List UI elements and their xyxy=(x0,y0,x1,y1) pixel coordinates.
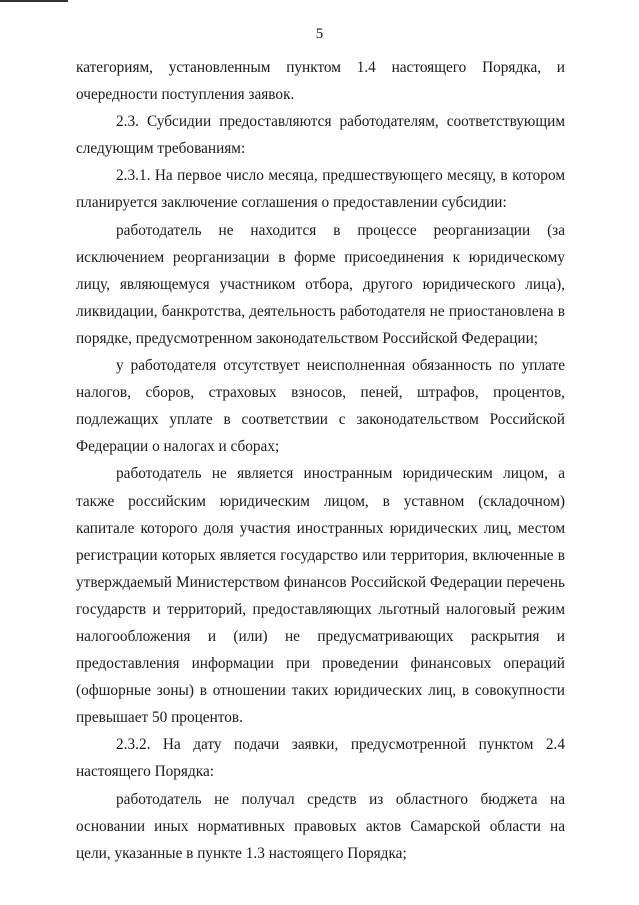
paragraph-continuation: категориям, установленным пунктом 1.4 настоящего Порядка, и очередности поступления заявок. xyxy=(76,59,565,104)
paragraph-reorganization: работодатель не находится в процессе реорганизации (за исключением реорганизации в форме присоединения к юридическому лицу, являющемуся участником отбора, другого юридического лица), ликвидации, банкротства, деятельность работодателя не приостановлена в порядке, предусмотренном законодательством Российской Федерации; xyxy=(76,221,565,347)
document-body xyxy=(76,54,565,867)
paragraph-2-3-1: 2.3.1. На первое число месяца, предшествующего месяцу, в котором планируется заключение соглашения о предоставлении субсидии: xyxy=(76,167,565,212)
paragraph-regional-budget: работодатель не получал средств из областного бюджета на основании иных нормативных правовых актов Самарской области на цели, указанные в пункте 1.3 настоящего Порядка; xyxy=(76,790,565,862)
scan-corner-mark xyxy=(0,0,68,2)
paragraph-tax-obligations: у работодателя отсутствует неисполненная обязанность по уплате налогов, сборов, страховых взносов, пеней, штрафов, процентов, подлежащих уплате в соответствии с законодательством Российской Федерации о налогах и сборах; xyxy=(76,357,565,456)
paragraph-2-3: 2.3. Субсидии предоставляются работодателям, соответствующим следующим требованиям: xyxy=(76,113,565,158)
paragraph-foreign-entity: работодатель не является иностранным юридическим лицом, а также российским юридическим лицом, в уставном (складочном) капитале которого доля участия иностранных юридических лиц, местом регистрации которых является государство или территория, включенные в утверждаемый Министерством финансов Российской Федерации перечень государств и территорий, предоставляющих льготный налоговый режим налогообложения и (или) не предусматривающих раскрытия и предоставления информации при проведении финансовых операций (офшорные зоны) в отношении таких юридических лиц, в совокупности превышает 50 процентов. xyxy=(76,465,565,727)
page-number: 5 xyxy=(315,26,324,42)
paragraph-2-3-2: 2.3.2. На дату подачи заявки, предусмотренной пунктом 2.4 настоящего Порядка: xyxy=(76,736,565,781)
